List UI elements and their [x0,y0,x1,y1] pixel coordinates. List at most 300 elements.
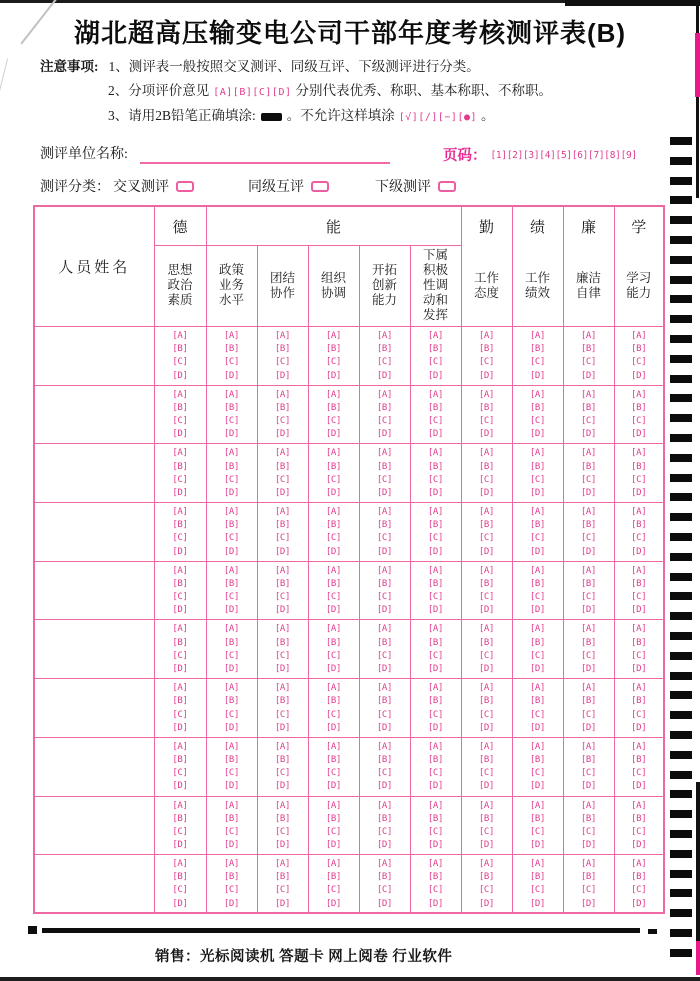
option-bubble[interactable]: [C] [223,885,240,896]
option-bubble[interactable]: [A] [325,389,342,400]
option-bubble[interactable]: [D] [631,370,647,381]
option-bubble[interactable]: [A] [223,389,240,400]
person-name-cell[interactable] [34,561,154,620]
option-bubble[interactable]: [C] [427,768,444,779]
option-bubble[interactable]: [C] [580,474,597,485]
option-bubble[interactable]: [B] [580,402,597,413]
option-bubble[interactable]: [B] [529,520,546,531]
option-bubble[interactable]: [B] [427,813,444,824]
option-bubble[interactable]: [B] [172,872,188,883]
option-bubble[interactable]: [B] [325,402,342,413]
option-bubble[interactable]: [A] [478,389,495,400]
option-bubble[interactable]: [A] [325,331,342,342]
page-number-options[interactable]: [1][2][3][4][5][6][7][8][9] [490,150,637,161]
option-bubble[interactable]: [B] [274,402,291,413]
option-bubble[interactable]: [A] [325,858,342,869]
option-bubble[interactable]: [A] [427,741,444,752]
option-bubble[interactable]: [B] [376,637,393,648]
option-bubble[interactable]: [B] [172,344,188,355]
option-bubble[interactable]: [B] [427,696,444,707]
option-bubble[interactable]: [A] [631,683,647,694]
option-bubble[interactable]: [A] [478,800,495,811]
option-bubble[interactable]: [A] [172,507,188,518]
option-bubble[interactable]: [B] [325,637,342,648]
option-bubble[interactable]: [D] [580,546,597,557]
option-bubble[interactable]: [A] [631,389,647,400]
option-bubble[interactable]: [A] [223,800,240,811]
option-bubble[interactable]: [D] [631,605,647,616]
option-bubble[interactable]: [A] [427,683,444,694]
option-bubble[interactable]: [A] [274,448,291,459]
option-bubble[interactable]: [C] [529,826,546,837]
option-bubble[interactable]: [D] [223,605,240,616]
option-bubble[interactable]: [D] [274,605,291,616]
option-bubble[interactable]: [A] [427,858,444,869]
option-bubble[interactable]: [C] [376,474,393,485]
option-bubble[interactable]: [B] [325,578,342,589]
option-bubble[interactable]: [C] [478,709,495,720]
option-bubble[interactable]: [D] [172,429,188,440]
option-bubble[interactable]: [C] [223,357,240,368]
option-bubble[interactable]: [D] [478,546,495,557]
option-bubble[interactable]: [C] [427,826,444,837]
option-bubble[interactable]: [C] [274,826,291,837]
option-bubble[interactable]: [A] [325,448,342,459]
option-bubble[interactable]: [B] [478,520,495,531]
option-bubble[interactable]: [A] [376,800,393,811]
option-bubble[interactable]: [A] [274,624,291,635]
option-bubble[interactable]: [B] [325,344,342,355]
option-bubble[interactable]: [A] [631,624,647,635]
option-bubble[interactable]: [C] [631,768,647,779]
option-bubble[interactable]: [A] [325,741,342,752]
option-bubble[interactable]: [B] [274,520,291,531]
option-bubble[interactable]: [B] [580,578,597,589]
option-bubble[interactable]: [D] [223,722,240,733]
option-bubble[interactable]: [B] [631,813,647,824]
option-bubble[interactable]: [B] [223,755,240,766]
option-bubble[interactable]: [C] [631,533,647,544]
option-bubble[interactable]: [D] [325,370,342,381]
option-bubble[interactable]: [D] [580,429,597,440]
option-bubble[interactable]: [C] [529,650,546,661]
option-bubble[interactable]: [C] [274,416,291,427]
option-bubble[interactable]: [A] [376,565,393,576]
option-bubble[interactable]: [D] [223,487,240,498]
option-bubble[interactable]: [A] [376,858,393,869]
option-bubble[interactable]: [A] [631,800,647,811]
option-bubble[interactable]: [B] [529,461,546,472]
option-bubble[interactable]: [D] [172,898,188,909]
option-bubble[interactable]: [A] [529,858,546,869]
option-bubble[interactable]: [C] [631,592,647,603]
option-bubble[interactable]: [B] [580,461,597,472]
category-cross-checkbox[interactable] [176,181,194,192]
option-bubble[interactable]: [C] [631,474,647,485]
option-bubble[interactable]: [D] [631,781,647,792]
option-bubble[interactable]: [C] [223,592,240,603]
option-bubble[interactable]: [C] [427,533,444,544]
option-bubble[interactable]: [D] [631,429,647,440]
option-bubble[interactable]: [B] [631,520,647,531]
option-bubble[interactable]: [B] [274,696,291,707]
option-bubble[interactable]: [D] [427,781,444,792]
option-bubble[interactable]: [C] [580,709,597,720]
option-bubble[interactable]: [D] [529,370,546,381]
option-bubble[interactable]: [C] [529,533,546,544]
option-bubble[interactable]: [A] [478,683,495,694]
option-bubble[interactable]: [D] [427,546,444,557]
option-bubble[interactable]: [B] [274,637,291,648]
option-bubble[interactable]: [C] [172,592,188,603]
option-bubble[interactable]: [D] [274,546,291,557]
option-bubble[interactable]: [C] [427,592,444,603]
option-bubble[interactable]: [A] [580,858,597,869]
option-bubble[interactable]: [A] [580,389,597,400]
option-bubble[interactable]: [C] [427,416,444,427]
option-bubble[interactable]: [D] [427,664,444,675]
option-bubble[interactable]: [D] [529,898,546,909]
option-bubble[interactable]: [B] [631,344,647,355]
option-bubble[interactable]: [B] [223,520,240,531]
option-bubble[interactable]: [A] [274,800,291,811]
option-bubble[interactable]: [B] [478,637,495,648]
option-bubble[interactable]: [C] [478,650,495,661]
person-name-cell[interactable] [34,855,154,914]
option-bubble[interactable]: [C] [223,416,240,427]
option-bubble[interactable]: [B] [274,872,291,883]
option-bubble[interactable]: [D] [631,722,647,733]
option-bubble[interactable]: [A] [223,507,240,518]
option-bubble[interactable]: [B] [274,755,291,766]
option-bubble[interactable]: [A] [580,683,597,694]
option-bubble[interactable]: [A] [376,624,393,635]
option-bubble[interactable]: [B] [427,402,444,413]
option-bubble[interactable]: [A] [376,741,393,752]
option-bubble[interactable]: [B] [223,637,240,648]
option-bubble[interactable]: [D] [274,898,291,909]
option-bubble[interactable]: [D] [274,664,291,675]
option-bubble[interactable]: [B] [223,813,240,824]
option-bubble[interactable]: [C] [223,533,240,544]
option-bubble[interactable]: [B] [172,755,188,766]
option-bubble[interactable]: [C] [172,650,188,661]
option-bubble[interactable]: [A] [427,565,444,576]
option-bubble[interactable]: [B] [172,402,188,413]
option-bubble[interactable]: [B] [325,872,342,883]
option-bubble[interactable]: [B] [529,637,546,648]
option-bubble[interactable]: [D] [427,429,444,440]
person-name-cell[interactable] [34,503,154,562]
option-bubble[interactable]: [A] [274,565,291,576]
option-bubble[interactable]: [B] [376,402,393,413]
option-bubble[interactable]: [C] [223,768,240,779]
option-bubble[interactable]: [D] [376,898,393,909]
option-bubble[interactable]: [C] [172,768,188,779]
option-bubble[interactable]: [C] [172,474,188,485]
option-bubble[interactable]: [A] [631,331,647,342]
option-bubble[interactable]: [D] [631,546,647,557]
option-bubble[interactable]: [B] [172,696,188,707]
option-bubble[interactable]: [B] [376,755,393,766]
option-bubble[interactable]: [C] [274,768,291,779]
option-bubble[interactable]: [B] [223,578,240,589]
option-bubble[interactable]: [D] [478,605,495,616]
option-bubble[interactable]: [B] [325,696,342,707]
option-bubble[interactable]: [A] [529,389,546,400]
option-bubble[interactable]: [D] [427,898,444,909]
option-bubble[interactable]: [A] [274,331,291,342]
option-bubble[interactable]: [D] [376,487,393,498]
option-bubble[interactable]: [B] [274,813,291,824]
option-bubble[interactable]: [A] [172,331,188,342]
option-bubble[interactable]: [D] [325,605,342,616]
option-bubble[interactable]: [D] [529,429,546,440]
option-bubble[interactable]: [C] [376,768,393,779]
option-bubble[interactable]: [A] [427,800,444,811]
option-bubble[interactable]: [C] [274,709,291,720]
person-name-cell[interactable] [34,327,154,386]
option-bubble[interactable]: [A] [325,683,342,694]
option-bubble[interactable]: [D] [274,840,291,851]
option-bubble[interactable]: [A] [172,565,188,576]
option-bubble[interactable]: [D] [478,898,495,909]
option-bubble[interactable]: [A] [580,624,597,635]
option-bubble[interactable]: [B] [223,872,240,883]
option-bubble[interactable]: [C] [631,709,647,720]
option-bubble[interactable]: [B] [580,813,597,824]
option-bubble[interactable]: [D] [223,429,240,440]
option-bubble[interactable]: [D] [478,429,495,440]
option-bubble[interactable]: [C] [478,533,495,544]
option-bubble[interactable]: [C] [580,357,597,368]
option-bubble[interactable]: [B] [580,637,597,648]
option-bubble[interactable]: [B] [223,461,240,472]
option-bubble[interactable]: [D] [529,605,546,616]
option-bubble[interactable]: [A] [529,624,546,635]
option-bubble[interactable]: [B] [427,461,444,472]
option-bubble[interactable]: [C] [580,885,597,896]
option-bubble[interactable]: [B] [478,755,495,766]
option-bubble[interactable]: [A] [427,331,444,342]
option-bubble[interactable]: [C] [274,650,291,661]
option-bubble[interactable]: [B] [325,520,342,531]
option-bubble[interactable]: [A] [478,741,495,752]
option-bubble[interactable]: [B] [529,813,546,824]
option-bubble[interactable]: [B] [580,344,597,355]
option-bubble[interactable]: [C] [376,885,393,896]
person-name-cell[interactable] [34,444,154,503]
option-bubble[interactable]: [A] [478,331,495,342]
option-bubble[interactable]: [C] [478,474,495,485]
option-bubble[interactable]: [A] [376,331,393,342]
option-bubble[interactable]: [C] [529,768,546,779]
option-bubble[interactable]: [D] [580,487,597,498]
option-bubble[interactable]: [D] [274,487,291,498]
option-bubble[interactable]: [B] [376,813,393,824]
option-bubble[interactable]: [A] [223,331,240,342]
option-bubble[interactable]: [A] [427,507,444,518]
option-bubble[interactable]: [C] [223,826,240,837]
option-bubble[interactable]: [B] [274,344,291,355]
option-bubble[interactable]: [C] [376,709,393,720]
option-bubble[interactable]: [C] [274,533,291,544]
option-bubble[interactable]: [D] [580,605,597,616]
person-name-cell[interactable] [34,620,154,679]
option-bubble[interactable]: [C] [631,826,647,837]
category-peer-checkbox[interactable] [311,181,329,192]
option-bubble[interactable]: [D] [274,370,291,381]
option-bubble[interactable]: [D] [325,546,342,557]
option-bubble[interactable]: [C] [223,650,240,661]
option-bubble[interactable]: [B] [631,755,647,766]
option-bubble[interactable]: [C] [325,768,342,779]
unit-name-field[interactable] [140,144,390,164]
option-bubble[interactable]: [B] [427,755,444,766]
option-bubble[interactable]: [C] [274,592,291,603]
option-bubble[interactable]: [A] [274,741,291,752]
option-bubble[interactable]: [C] [478,357,495,368]
option-bubble[interactable]: [D] [580,664,597,675]
option-bubble[interactable]: [C] [172,826,188,837]
option-bubble[interactable]: [A] [529,741,546,752]
option-bubble[interactable]: [D] [376,546,393,557]
option-bubble[interactable]: [D] [325,487,342,498]
option-bubble[interactable]: [D] [172,370,188,381]
option-bubble[interactable]: [B] [274,578,291,589]
option-bubble[interactable]: [D] [529,781,546,792]
option-bubble[interactable]: [B] [631,578,647,589]
option-bubble[interactable]: [D] [529,840,546,851]
option-bubble[interactable]: [A] [427,389,444,400]
option-bubble[interactable]: [D] [172,840,188,851]
option-bubble[interactable]: [A] [223,448,240,459]
option-bubble[interactable]: [B] [427,872,444,883]
person-name-cell[interactable] [34,796,154,855]
option-bubble[interactable]: [D] [172,781,188,792]
option-bubble[interactable]: [D] [478,781,495,792]
option-bubble[interactable]: [A] [427,448,444,459]
option-bubble[interactable]: [C] [325,592,342,603]
option-bubble[interactable]: [A] [427,624,444,635]
option-bubble[interactable]: [B] [478,578,495,589]
option-bubble[interactable]: [C] [580,768,597,779]
option-bubble[interactable]: [C] [529,592,546,603]
option-bubble[interactable]: [A] [376,448,393,459]
option-bubble[interactable]: [A] [325,624,342,635]
option-bubble[interactable]: [A] [580,331,597,342]
option-bubble[interactable]: [C] [325,650,342,661]
option-bubble[interactable]: [C] [478,592,495,603]
option-bubble[interactable]: [B] [580,755,597,766]
option-bubble[interactable]: [B] [376,461,393,472]
option-bubble[interactable]: [A] [529,800,546,811]
option-bubble[interactable]: [C] [529,885,546,896]
option-bubble[interactable]: [B] [631,696,647,707]
option-bubble[interactable]: [B] [376,696,393,707]
option-bubble[interactable]: [C] [376,416,393,427]
option-bubble[interactable]: [B] [172,461,188,472]
option-bubble[interactable]: [A] [529,683,546,694]
option-bubble[interactable]: [C] [580,533,597,544]
option-bubble[interactable]: [C] [580,826,597,837]
option-bubble[interactable]: [C] [376,826,393,837]
option-bubble[interactable]: [A] [325,565,342,576]
option-bubble[interactable]: [B] [325,461,342,472]
option-bubble[interactable]: [D] [223,664,240,675]
option-bubble[interactable]: [D] [427,840,444,851]
option-bubble[interactable]: [D] [325,781,342,792]
option-bubble[interactable]: [B] [172,578,188,589]
option-bubble[interactable]: [D] [274,781,291,792]
option-bubble[interactable]: [A] [631,741,647,752]
option-bubble[interactable]: [D] [325,722,342,733]
option-bubble[interactable]: [B] [631,461,647,472]
option-bubble[interactable]: [D] [580,370,597,381]
option-bubble[interactable]: [B] [631,637,647,648]
option-bubble[interactable]: [B] [478,461,495,472]
option-bubble[interactable]: [D] [172,605,188,616]
option-bubble[interactable]: [A] [631,448,647,459]
option-bubble[interactable]: [C] [172,885,188,896]
option-bubble[interactable]: [A] [223,741,240,752]
option-bubble[interactable]: [A] [223,565,240,576]
option-bubble[interactable]: [C] [631,650,647,661]
option-bubble[interactable]: [B] [529,755,546,766]
option-bubble[interactable]: [C] [274,885,291,896]
option-bubble[interactable]: [C] [172,416,188,427]
option-bubble[interactable]: [B] [529,578,546,589]
option-bubble[interactable]: [A] [376,389,393,400]
option-bubble[interactable]: [D] [529,487,546,498]
option-bubble[interactable]: [D] [172,546,188,557]
option-bubble[interactable]: [B] [529,872,546,883]
option-bubble[interactable]: [C] [580,592,597,603]
option-bubble[interactable]: [B] [580,520,597,531]
option-bubble[interactable]: [C] [325,357,342,368]
option-bubble[interactable]: [D] [223,370,240,381]
option-bubble[interactable]: [C] [478,768,495,779]
option-bubble[interactable]: [A] [376,507,393,518]
option-bubble[interactable]: [D] [172,487,188,498]
option-bubble[interactable]: [B] [478,696,495,707]
option-bubble[interactable]: [C] [325,474,342,485]
option-bubble[interactable]: [B] [427,578,444,589]
option-bubble[interactable]: [C] [172,533,188,544]
option-bubble[interactable]: [A] [529,331,546,342]
option-bubble[interactable]: [D] [274,429,291,440]
option-bubble[interactable]: [D] [529,722,546,733]
option-bubble[interactable]: [B] [376,578,393,589]
option-bubble[interactable]: [D] [427,722,444,733]
option-bubble[interactable]: [A] [274,507,291,518]
option-bubble[interactable]: [D] [223,546,240,557]
option-bubble[interactable]: [A] [172,448,188,459]
option-bubble[interactable]: [C] [529,416,546,427]
option-bubble[interactable]: [A] [529,507,546,518]
option-bubble[interactable]: [B] [478,402,495,413]
option-bubble[interactable]: [D] [631,898,647,909]
option-bubble[interactable]: [C] [325,709,342,720]
option-bubble[interactable]: [D] [376,840,393,851]
option-bubble[interactable]: [D] [223,840,240,851]
option-bubble[interactable]: [C] [376,357,393,368]
option-bubble[interactable]: [B] [580,696,597,707]
option-bubble[interactable]: [D] [478,487,495,498]
option-bubble[interactable]: [A] [478,624,495,635]
option-bubble[interactable]: [C] [580,650,597,661]
option-bubble[interactable]: [D] [427,605,444,616]
